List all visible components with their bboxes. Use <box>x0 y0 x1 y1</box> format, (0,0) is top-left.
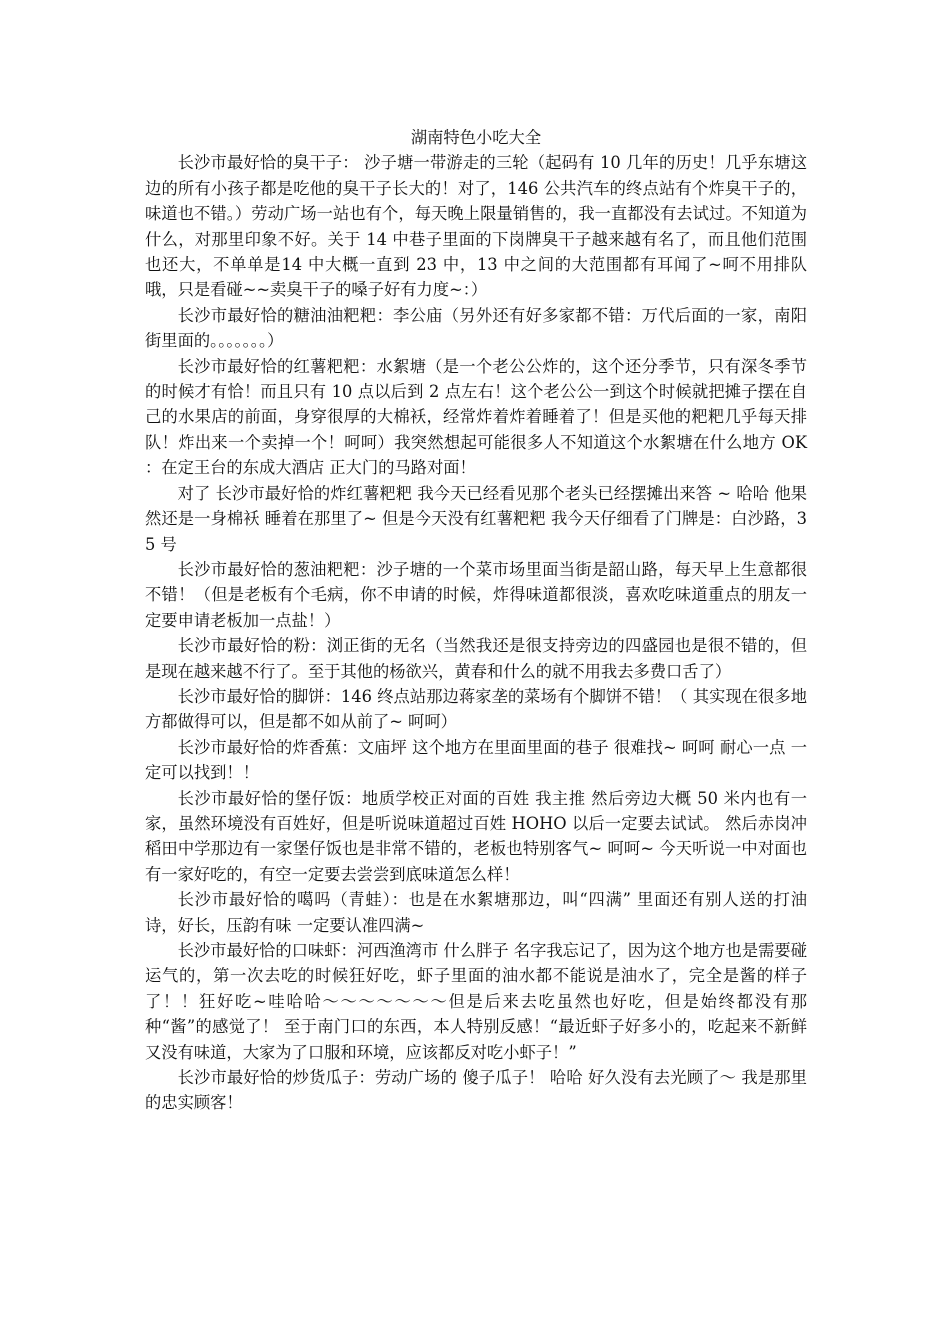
paragraph-jiaobing: 长沙市最好恰的脚饼：146 终点站那边蒋家垄的菜场有个脚饼不错！（ 其实现在很多地方都做得可以，但是都不如从前了~ 呵呵） <box>145 686 807 732</box>
paragraph-hongshu-baba: 长沙市最好恰的红薯粑粑：水絮塘（是一个老公公炸的，这个还分季节，只有深冬季节的时候才有恰！而且只有 10 点以后到 2 点左右！这个老公公一到这个时候就把摊子摆在自己的水果店的前面，身穿很厚的大棉袄，经常炸着炸着睡着了！但是买他的粑粑几乎每天排队！炸出来一个卖掉一个！呵呵）我突然想起可能很多人不知道这个水絮塘在什么地方 OK ：在定王台的东成大酒店 正大门的马路对面！ <box>145 356 807 478</box>
paragraph-gama: 长沙市最好恰的噶吗（青蛙）：也是在水絮塘那边，叫“四满” 里面还有别人送的打油诗，好长，压韵有味 一定要认准四满~ <box>145 890 807 935</box>
paragraph-congyou-baba: 长沙市最好恰的葱油粑粑：沙子塘的一个菜市场里面当街是韶山路，每天早上生意都很不错！（但是老板有个毛病，你不申请的时候，炸得味道都很淡，喜欢吃味道重点的朋友一定要申请老板加一点盐！） <box>145 559 807 630</box>
paragraph-zha-hongshu-baba: 对了 长沙市最好恰的炸红薯粑粑 我今天已经看见那个老头已经摆摊出来答 ~ 哈哈 他果然还是一身棉袄 睡着在那里了~ 但是今天没有红薯粑粑 我今天仔细看了门牌是：白沙路，35 号 <box>145 483 807 554</box>
paragraph-chou-ganzi: 长沙市最好恰的臭干子： 沙子塘一带游走的三轮（起码有 10 几年的历史！几乎东塘这边的所有小孩子都是吃他的臭干子长大的！对了，146 公共汽车的终点站有个炸臭干子的，味道也不错。）劳动广场一站也有个，每天晚上限量销售的，我一直都没有去试过。不知道为什么，对那里印象不好。关于 14 中巷子里面的下岗牌臭干子越来越有名了，而且他们范围也还大，不单单是14 中大概一直到 23 中，13 中之间的大范围都有耳闻了~呵不用排队哦，只是看碰~~卖臭干子的嗓子好有力度~：） <box>145 153 807 300</box>
paragraph-tangyou-baba: 长沙市最好恰的糖油油粑粑：李公庙（另外还有好多家都不错：万代后面的一家，南阳街里面的。。。。。。。） <box>145 305 807 351</box>
paragraph-zha-xiangjiao: 长沙市最好恰的炸香蕉：文庙坪 这个地方在里面里面的巷子 很难找~ 呵呵 耐心一点 一定可以找到！！ <box>145 737 807 783</box>
paragraph-chaohuo-guazi: 长沙市最好恰的炒货瓜子：劳动广场的 傻子瓜子！ 哈哈 好久没有去光顾了～ 我是那里的忠实顾客！ <box>145 1068 807 1113</box>
paragraph-fen: 长沙市最好恰的粉：浏正街的无名（当然我还是很支持旁边的四盛园也是很不错的，但是现在越来越不行了。至于其他的杨欲兴，黄春和什么的就不用我去多费口舌了） <box>145 636 807 681</box>
paragraph-baozaifan: 长沙市最好恰的堡仔饭：地质学校正对面的百姓 我主推 然后旁边大概 50 米内也有一家，虽然环境没有百姓好，但是听说味道超过百姓 HOHO 以后一定要去试试。 然后赤岗冲稻田中学那边有一家堡仔饭也是非常不错的，老板也特别客气~ 呵呵~ 今天听说一中对面也有一家好吃的，有空一定要去尝尝到底味道怎么样！ <box>145 788 807 884</box>
document-page <box>145 125 807 1116</box>
paragraph-kouweixia: 长沙市最好恰的口味虾：河西渔湾市 什么胖子 名字我忘记了，因为这个地方也是需要碰运气的，第一次去吃的时候狂好吃，虾子里面的油水都不能说是油水了，完全是酱的样子了！！狂好吃~哇哈哈～～～～～～～但是后来去吃虽然也好吃，但是始终都没有那种“酱”的感觉了！ 至于南门口的东西，本人特别反感！“最近虾子好多小的，吃起来不新鲜又没有味道，大家为了口服和环境，应该都反对吃小虾子！” <box>145 941 807 1062</box>
document-title: 湖南特色小吃大全 <box>410 128 542 147</box>
